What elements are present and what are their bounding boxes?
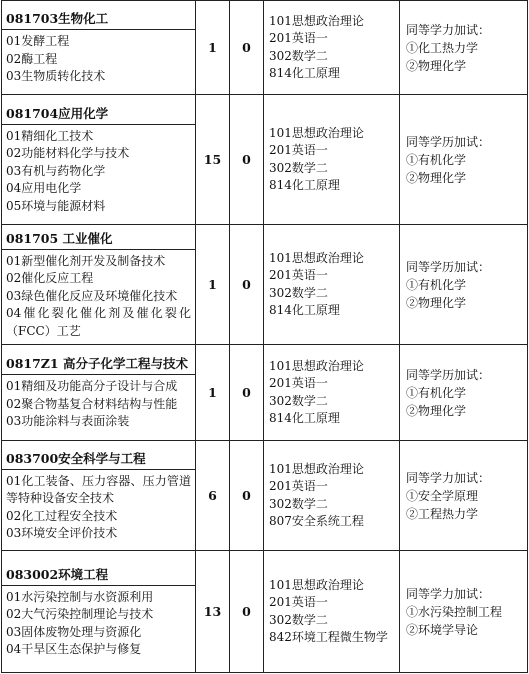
- table-row: [2, 95, 528, 225]
- additional-exam-line: 同等学历加试：: [406, 134, 491, 149]
- exam-subjects: [264, 345, 400, 441]
- direction-item: 01化工装备、压力容器、压力管道等特种设备安全技术: [6, 473, 191, 505]
- exam-subjects: [264, 441, 400, 551]
- additional-exams: [400, 551, 528, 673]
- table-row: [2, 551, 528, 673]
- additional-exam-line: ②工程热力学: [406, 506, 479, 521]
- direction-item: 04干旱区生态保护与修复: [6, 642, 142, 656]
- exam-subject: 201英语一: [269, 143, 328, 157]
- additional-exam-line: ①化工热力学: [406, 40, 479, 55]
- additional-exam-line: ①有机化学: [406, 385, 467, 400]
- direction-item: 01精细及功能高分子设计与合成: [6, 379, 178, 394]
- direction-item: 03固体废物处理与资源化: [6, 624, 142, 639]
- direction-item: 02功能材料化学与技术: [6, 146, 130, 161]
- exam-subject: 101思想政治理论: [269, 461, 364, 476]
- additional-exam-line: ②环境学导论: [406, 622, 479, 637]
- direction-item: 01精细化工技术: [6, 128, 94, 143]
- exam-subject: 101思想政治理论: [269, 358, 364, 373]
- additional-exams: [400, 441, 528, 551]
- exam-subject: 814化工原理: [269, 303, 340, 317]
- additional-exam-line: 同等学力加试：: [406, 586, 491, 601]
- table-row: [2, 345, 528, 441]
- program-cell: [2, 441, 196, 551]
- additional-exams: [400, 225, 528, 345]
- exam-subjects: [264, 225, 400, 345]
- direction-item: 02聚合物基复合材料结构与性能: [6, 396, 178, 411]
- additional-exam-line: ①有机化学: [406, 152, 467, 167]
- exam-subject: 201英语一: [269, 479, 328, 493]
- recommended-count: 0: [230, 95, 264, 225]
- direction-item: 02大气污染控制理论与技术: [6, 607, 154, 621]
- exam-subjects: [264, 1, 400, 95]
- direction-item: 03功能涂料与表面涂装: [6, 414, 130, 429]
- program-cell: [2, 225, 196, 345]
- additional-exam-line: 同等学力加试：: [406, 22, 491, 37]
- direction-item: 03绿色催化反应及环境催化技术: [6, 288, 178, 303]
- additional-exams: [400, 1, 528, 95]
- program-title: 081704应用化学: [2, 104, 195, 125]
- exam-subject: 302数学二: [269, 612, 328, 627]
- direction-item: 04应用电化学: [6, 181, 82, 196]
- direction-item: 02化工过程安全技术: [6, 508, 118, 523]
- exam-subjects: [264, 95, 400, 225]
- exam-subject: 201英语一: [269, 595, 328, 609]
- recommended-count: 0: [230, 551, 264, 673]
- table-row: [2, 1, 528, 95]
- program-title: 081703生物化工: [2, 9, 195, 30]
- direction-item: 05环境与能源材料: [6, 198, 106, 213]
- direction-item: 03环境安全评价技术: [6, 526, 118, 540]
- exam-subject: 101思想政治理论: [269, 13, 364, 28]
- enrollment-count: 13: [196, 551, 230, 673]
- additional-exam-line: ②物理化学: [406, 295, 467, 310]
- direction-list: [6, 375, 191, 431]
- additional-exam-line: 同等学力加试：: [406, 470, 491, 485]
- exam-subject: 814化工原理: [269, 411, 340, 425]
- exam-subject: 201英语一: [269, 31, 328, 45]
- enrollment-count: 1: [196, 345, 230, 441]
- direction-list: [6, 30, 191, 86]
- enrollment-count: 6: [196, 441, 230, 551]
- additional-exam-line: ①安全学原理: [406, 488, 479, 503]
- additional-exams: [400, 95, 528, 225]
- table-row: [2, 441, 528, 551]
- exam-subject: 101思想政治理论: [269, 577, 364, 592]
- exam-subject: 814化工原理: [269, 178, 340, 192]
- additional-exams: [400, 345, 528, 441]
- additional-exam-line: ①有机化学: [406, 277, 467, 292]
- direction-item: 03有机与药物化学: [6, 163, 106, 178]
- program-title: 0817Z1 高分子化学工程与技术: [2, 354, 195, 375]
- recommended-count: 0: [230, 1, 264, 95]
- direction-list: [6, 586, 191, 659]
- direction-list: [6, 125, 191, 216]
- additional-exam-line: ②物理化学: [406, 403, 467, 418]
- exam-subject: 302数学二: [269, 496, 328, 511]
- additional-exam-line: 同等学历加试：: [406, 259, 491, 274]
- exam-subject: 201英语一: [269, 268, 328, 282]
- recommended-count: 0: [230, 441, 264, 551]
- exam-subject: 201英语一: [269, 376, 328, 390]
- program-cell: [2, 345, 196, 441]
- exam-subject: 807安全系统工程: [269, 514, 364, 528]
- exam-subject: 814化工原理: [269, 66, 340, 80]
- exam-subject: 302数学二: [269, 393, 328, 408]
- program-table: [1, 0, 528, 673]
- exam-subjects: [264, 551, 400, 673]
- direction-item: 01水污染控制与水资源利用: [6, 589, 154, 604]
- additional-exam-line: ②物理化学: [406, 58, 467, 73]
- table-row: [2, 225, 528, 345]
- recommended-count: 0: [230, 345, 264, 441]
- direction-list: [6, 250, 191, 341]
- direction-item: 02催化反应工程: [6, 271, 94, 286]
- program-cell: [2, 95, 196, 225]
- direction-list: [6, 470, 191, 543]
- exam-subject: 101思想政治理论: [269, 125, 364, 140]
- exam-subject: 302数学二: [269, 160, 328, 175]
- direction-item: 01发酵工程: [6, 34, 70, 49]
- enrollment-count: 1: [196, 225, 230, 345]
- enrollment-count: 1: [196, 1, 230, 95]
- exam-subject: 302数学二: [269, 48, 328, 63]
- direction-item: 03生物质转化技术: [6, 69, 106, 84]
- direction-item: 02酶工程: [6, 51, 58, 66]
- direction-item: 01新型催化剂开发及制备技术: [6, 253, 166, 268]
- recommended-count: 0: [230, 225, 264, 345]
- program-title: 081705 工业催化: [2, 229, 195, 250]
- exam-subject: 101思想政治理论: [269, 250, 364, 265]
- program-cell: [2, 1, 196, 95]
- program-cell: [2, 551, 196, 673]
- program-table-body: [2, 1, 528, 673]
- program-title: 083002环境工程: [2, 565, 195, 586]
- exam-subject: 302数学二: [269, 285, 328, 300]
- additional-exam-line: ②物理化学: [406, 170, 467, 185]
- additional-exam-line: ①水污染控制工程: [406, 604, 503, 619]
- exam-subject: 842环境工程微生物学: [269, 630, 388, 644]
- program-title: 083700安全科学与工程: [2, 449, 195, 470]
- direction-item: 04催化裂化催化剂及催化裂化（FCC）工艺: [6, 306, 191, 338]
- additional-exam-line: 同等学历加试：: [406, 367, 491, 382]
- enrollment-count: 15: [196, 95, 230, 225]
